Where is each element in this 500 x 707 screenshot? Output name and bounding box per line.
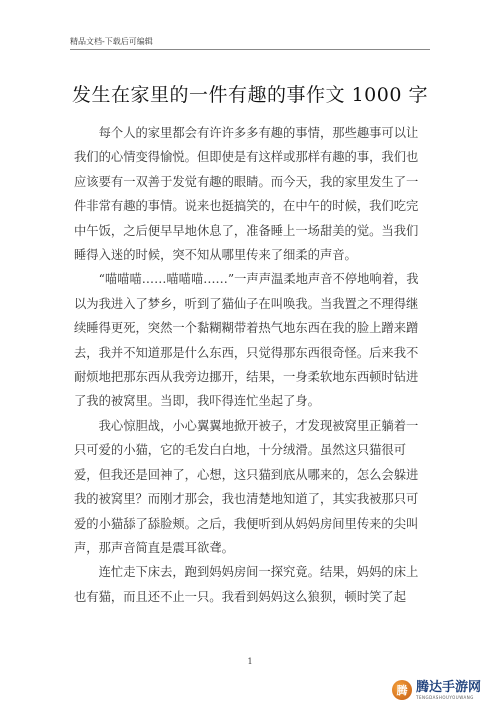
watermark-subtitle: TENGDASHOUYOUWANG bbox=[416, 694, 474, 700]
paragraph: 我心惊胆战，小心翼翼地掀开被子，才发现被窝里正躺着一只可爱的小猫，它的毛发白白地，十分绒滑。虽然这只猫很可爱，但我还是回神了，心想，这只猫到底从哪来的，怎么会躲进我的被窝里？而刚才那会，我也清楚地知道了，其实我被那只可爱的小猫舔了舔脸颊。之后，我便听到从妈妈房间里传来的尖叫声，那声音简直是震耳欲聋。 bbox=[74, 418, 419, 555]
paragraph: “喵喵喵……喵喵喵……”一声声温柔地声音不停地响着，我以为我进入了梦乡，听到了猫仙子在叫唤我。当我置之不理得继续睡得更死，突然一个黏糊糊带着热气地东西在我的脸上蹭来蹭去，我并不知道那是什么东西，只觉得那东西很奇怪。后来我不耐烦地把那东西从我旁边挪开，结果，一身柔软地东西顿时钻进了我的被窝里。当即，我吓得连忙坐起了身。 bbox=[74, 272, 419, 409]
header-divider bbox=[70, 49, 430, 50]
document-body bbox=[74, 121, 430, 609]
paragraph: 每个人的家里都会有许许多多有趣的事情，那些趣事可以让我们的心情变得愉悦。但即使是有这样或那样有趣的事，我们也应该要有一双善于发觉有趣的眼睛。而今天，我的家里发生了一件非常有趣的事情。说来也挺搞笑的，在中午的时候，我们吃完中午饭，之后便早早地休息了，准备睡上一场甜美的觉。当我们睡得入迷的时候，突不知从哪里传来了细柔的声音。 bbox=[74, 126, 419, 263]
logo-icon: 腾 bbox=[392, 680, 412, 700]
page-number: 1 bbox=[247, 657, 253, 666]
document-title: 发生在家里的一件有趣的事作文 1000 字 bbox=[72, 84, 428, 106]
header-note: 精品文档-下载后可编辑 bbox=[70, 37, 153, 46]
site-watermark bbox=[392, 680, 481, 700]
paragraph: 连忙走下床去，跑到妈妈房间一探究竟。结果，妈妈的床上也有猫，而且还不止一只。我看到妈妈这么狼狈，顿时笑了起 bbox=[74, 565, 419, 604]
watermark-name: 腾达手游网 bbox=[416, 679, 482, 695]
watermark-text bbox=[416, 681, 481, 700]
